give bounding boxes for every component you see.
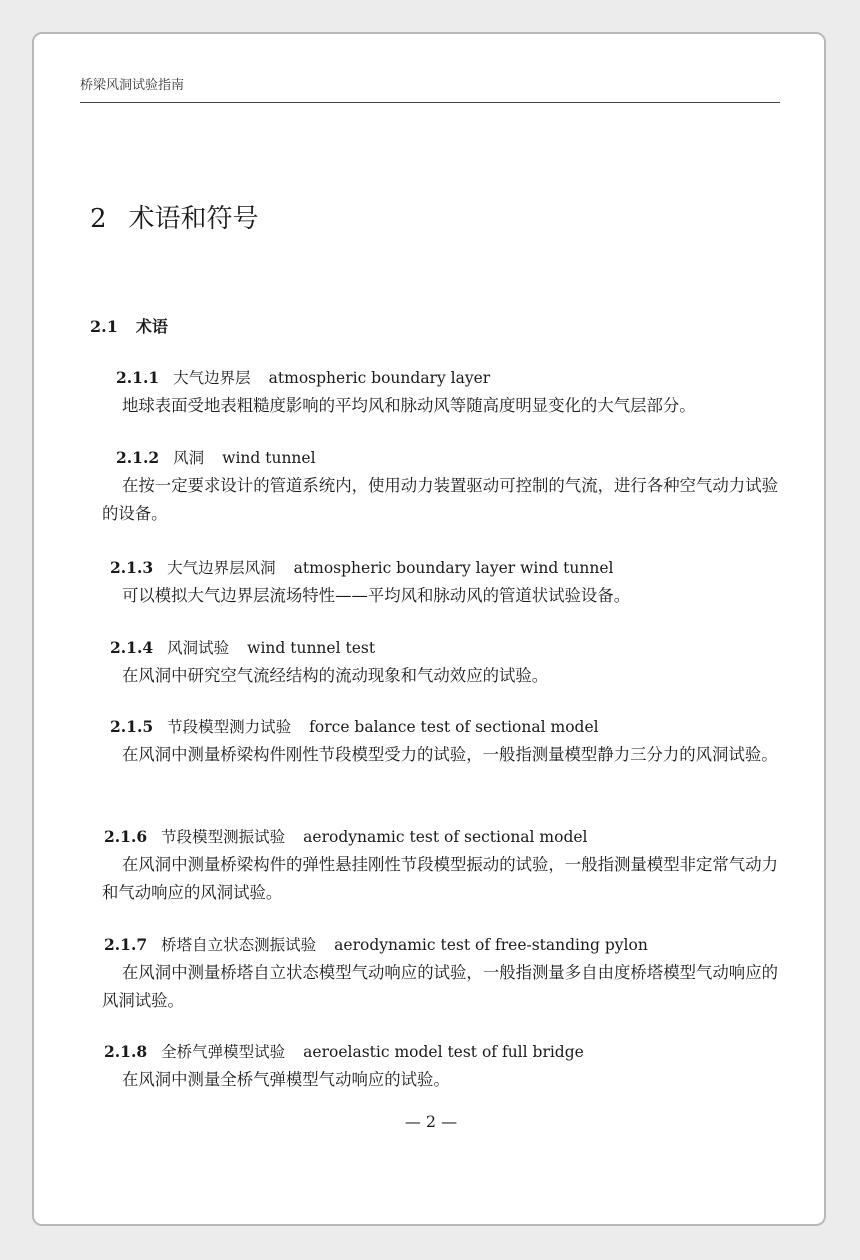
term-entry bbox=[102, 446, 778, 528]
term-number: 2.1.4 bbox=[110, 638, 154, 657]
term-number: 2.1.1 bbox=[116, 368, 160, 387]
term-entry bbox=[102, 556, 778, 610]
term-chinese: 风洞 bbox=[173, 449, 205, 467]
term-chinese: 节段模型测振试验 bbox=[161, 828, 286, 846]
chapter-title bbox=[90, 198, 259, 235]
term-entry bbox=[102, 636, 778, 690]
term-definition: 在按一定要求设计的管道系统内，使用动力装置驱动可控制的气流，进行各种空气动力试验的设备。 bbox=[102, 476, 778, 523]
term-number: 2.1.6 bbox=[104, 827, 148, 846]
term-english: atmospheric boundary layer bbox=[268, 369, 491, 387]
term-heading bbox=[102, 933, 778, 955]
term-number: 2.1.5 bbox=[110, 717, 154, 736]
term-definition: 地球表面受地表粗糙度影响的平均风和脉动风等随高度明显变化的大气层部分。 bbox=[122, 396, 696, 415]
term-english: aerodynamic test of sectional model bbox=[303, 828, 588, 846]
page-number: — 2 — bbox=[404, 1112, 458, 1131]
term-heading bbox=[102, 556, 778, 578]
term-heading bbox=[102, 446, 778, 468]
term-chinese: 全桥气弹模型试验 bbox=[161, 1043, 286, 1061]
term-english: wind tunnel test bbox=[247, 639, 376, 657]
term-english: atmospheric boundary layer wind tunnel bbox=[293, 559, 614, 577]
section-heading bbox=[90, 314, 168, 337]
term-entry bbox=[102, 825, 778, 907]
term-heading bbox=[102, 825, 778, 847]
term-number: 2.1.7 bbox=[104, 935, 148, 954]
term-chinese: 大气边界层风洞 bbox=[167, 559, 276, 577]
term-definition: 可以模拟大气边界层流场特性——平均风和脉动风的管道状试验设备。 bbox=[122, 586, 631, 605]
term-definition: 在风洞中研究空气流经结构的流动现象和气动效应的试验。 bbox=[122, 666, 549, 685]
term-number: 2.1.8 bbox=[104, 1042, 148, 1061]
term-english: aerodynamic test of free-standing pylon bbox=[334, 936, 648, 954]
term-heading bbox=[102, 715, 778, 737]
term-heading bbox=[102, 636, 778, 658]
section-number: 2.1 bbox=[90, 317, 118, 336]
term-chinese: 桥塔自立状态测振试验 bbox=[161, 936, 317, 954]
section-title-text: 术语 bbox=[135, 317, 168, 336]
chapter-number: 2 bbox=[90, 204, 107, 234]
term-chinese: 节段模型测力试验 bbox=[167, 718, 292, 736]
term-heading bbox=[102, 366, 778, 388]
term-chinese: 大气边界层 bbox=[173, 369, 251, 387]
term-number: 2.1.2 bbox=[116, 448, 160, 467]
term-definition: 在风洞中测量全桥气弹模型气动响应的试验。 bbox=[122, 1070, 450, 1089]
document-page bbox=[32, 32, 826, 1226]
term-entry bbox=[102, 715, 778, 769]
chapter-title-text: 术语和符号 bbox=[128, 204, 259, 234]
term-heading bbox=[102, 1040, 778, 1062]
header-rule bbox=[80, 102, 780, 103]
term-entry bbox=[102, 1040, 778, 1094]
term-definition: 在风洞中测量桥梁构件的弹性悬挂刚性节段模型振动的试验，一般指测量模型非定常气动力和气动响应的风洞试验。 bbox=[102, 855, 778, 902]
running-header: 桥梁风洞试验指南 bbox=[80, 78, 185, 93]
term-english: aeroelastic model test of full bridge bbox=[303, 1043, 584, 1061]
term-number: 2.1.3 bbox=[110, 558, 154, 577]
term-definition: 在风洞中测量桥梁构件刚性节段模型受力的试验，一般指测量模型静力三分力的风洞试验。 bbox=[122, 745, 778, 764]
term-definition: 在风洞中测量桥塔自立状态模型气动响应的试验，一般指测量多自由度桥塔模型气动响应的风洞试验。 bbox=[102, 963, 778, 1010]
term-english: wind tunnel bbox=[222, 449, 316, 467]
term-entry bbox=[102, 933, 778, 1015]
term-chinese: 风洞试验 bbox=[167, 639, 230, 657]
term-english: force balance test of sectional model bbox=[309, 718, 599, 736]
term-entry bbox=[102, 366, 778, 420]
